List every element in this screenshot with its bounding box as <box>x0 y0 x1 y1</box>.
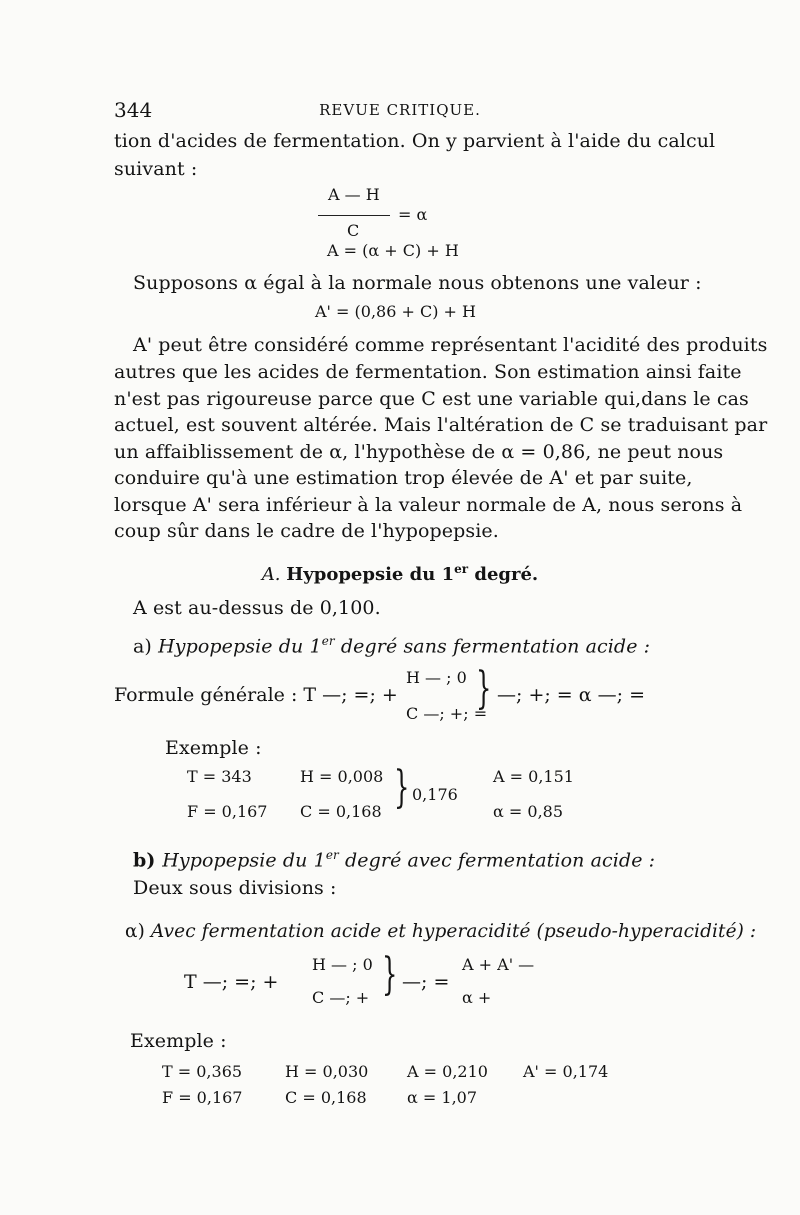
exemple1-a: A = 0,151 <box>493 767 574 786</box>
exemple2-t: T = 0,365 <box>162 1062 243 1081</box>
exemple1-brace: } <box>394 762 410 813</box>
section-a-title-post: degré. <box>468 564 539 585</box>
formula1-equals: = α <box>398 205 428 224</box>
formule-generale-label: Formule générale : T —; =; + <box>114 684 398 706</box>
paragraph-line-8: coup sûr dans le cadre de l'hypopepsie. <box>114 520 499 542</box>
paragraph-line-5: un affaiblissement de α, l'hypothèse de α = 0,86, ne peut nous <box>114 441 724 463</box>
section-a-letter: A. <box>261 564 281 585</box>
exemple2-c: C = 0,168 <box>285 1088 367 1107</box>
sub-a-title-post: degré sans fermentation acide : <box>334 635 651 658</box>
formule-generale-bottom: C —; +; = <box>406 704 488 723</box>
formula2-right-top: A + A' — <box>462 955 535 974</box>
formula1-denominator: C <box>347 221 360 240</box>
paragraph-line-1: A' peut être considéré comme représentant l'acidité des produits <box>133 334 768 356</box>
exemple2-h: H = 0,030 <box>285 1062 369 1081</box>
formula2-brace: } <box>382 949 398 1000</box>
formula2-right-bottom: α + <box>462 988 492 1007</box>
sub-alpha-prefix: α) <box>125 921 151 942</box>
formula2-middle: —; = <box>402 971 450 993</box>
formule-generale-brace: } <box>476 663 492 714</box>
exemple1-f: F = 0,167 <box>187 802 268 821</box>
intro-line-2: suivant : <box>114 158 198 180</box>
sub-b-title-post: degré avec fermentation acide : <box>338 849 656 872</box>
exemple1-alpha: α = 0,85 <box>493 802 564 821</box>
exemple1-sum: 0,176 <box>412 785 458 804</box>
formula1-line2: A = (α + C) + H <box>327 241 459 260</box>
sub-b-prefix: b) <box>133 849 163 872</box>
formula1-fraction-bar <box>318 215 390 216</box>
exemple2-f: F = 0,167 <box>162 1088 243 1107</box>
sub-b-title-sup: er <box>325 848 339 862</box>
exemple2-label: Exemple : <box>130 1030 227 1052</box>
sub-b-title-pre: Hypopepsie du 1 <box>162 849 326 872</box>
exemple1-label: Exemple : <box>165 737 262 759</box>
intro-line-1: tion d'acides de fermentation. On y parvient à l'aide du calcul <box>114 130 716 152</box>
exemple1-c: C = 0,168 <box>300 802 382 821</box>
exemple1-t: T = 343 <box>187 767 252 786</box>
paragraph-line-6: conduire qu'à une estimation trop élevée de A' et par suite, <box>114 467 693 489</box>
paragraph-line-7: lorsque A' sera inférieur à la valeur normale de A, nous serons à <box>114 494 743 516</box>
paragraph-line-2: autres que les acides de fermentation. Son estimation ainsi faite <box>114 361 742 383</box>
a-above-line: A est au-dessus de 0,100. <box>133 597 381 619</box>
formule-generale-top: H — ; 0 <box>406 668 467 687</box>
sub-b-heading <box>133 848 655 871</box>
exemple1-h: H = 0,008 <box>300 767 384 786</box>
running-title: REVUE CRITIQUE. <box>319 101 481 119</box>
exemple2-alpha: α = 1,07 <box>407 1088 478 1107</box>
formula1-numerator: A — H <box>328 185 380 204</box>
paragraph-line-3: n'est pas rigoureuse parce que C est une variable qui,dans le cas <box>114 388 749 410</box>
deux-divisions: Deux sous divisions : <box>133 877 337 899</box>
sub-a-title-pre: Hypopepsie du 1 <box>158 635 322 658</box>
exemple2-a: A = 0,210 <box>407 1062 488 1081</box>
sub-alpha-title: Avec fermentation acide et hyperacidité (pseudo-hyperacidité) : <box>150 921 757 942</box>
sub-alpha-heading <box>125 921 756 942</box>
formula2-top: H — ; 0 <box>312 955 373 974</box>
paragraph-line-4: actuel, est souvent altérée. Mais l'altération de C se traduisant par <box>114 414 768 436</box>
sub-a-prefix: a) <box>133 635 159 658</box>
formula2-bottom: C —; + <box>312 988 370 1007</box>
formula2-left: T —; =; + <box>184 971 279 993</box>
section-a-heading <box>0 562 800 585</box>
page-number: 344 <box>114 98 153 122</box>
section-a-title-sup: er <box>454 562 469 576</box>
section-a-title-pre: Hypopepsie du 1 <box>286 564 455 585</box>
sub-a-heading <box>133 634 650 657</box>
suppose-text: Supposons α égal à la normale nous obtenons une valeur : <box>133 272 702 294</box>
suppose-formula: A' = (0,86 + C) + H <box>315 302 476 321</box>
formule-generale-right: —; +; = α —; = <box>497 684 645 706</box>
sub-a-title-sup: er <box>321 634 335 648</box>
exemple2-a-prime: A' = 0,174 <box>523 1062 609 1081</box>
